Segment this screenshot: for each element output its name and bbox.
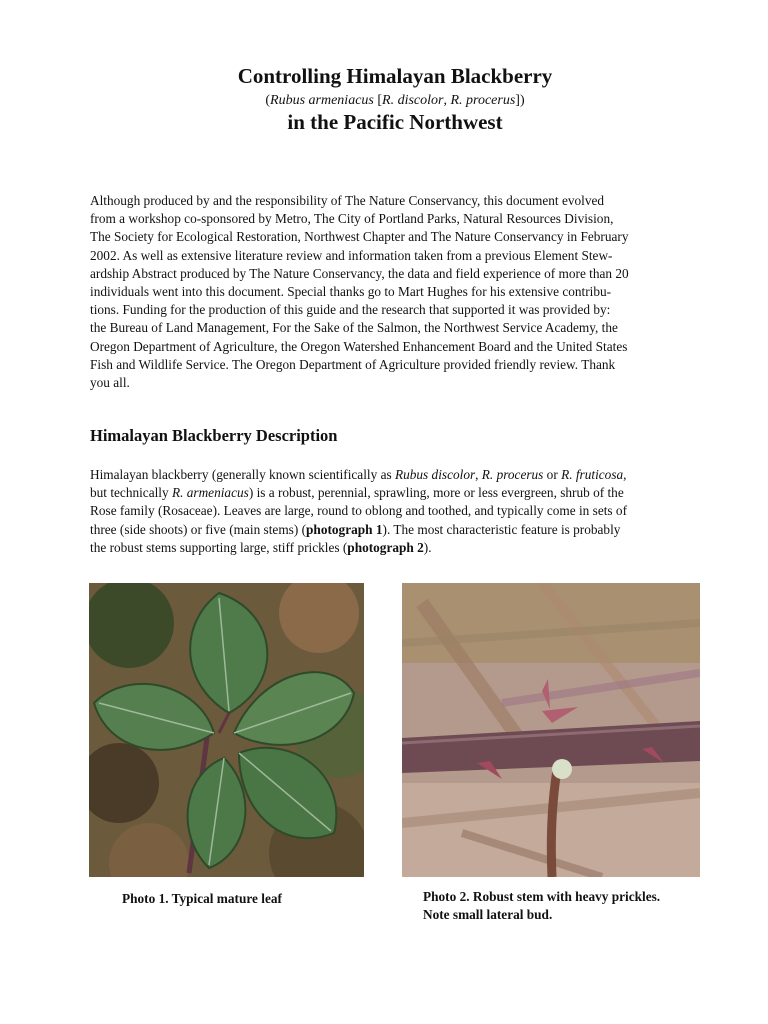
desc-line-5: [90, 539, 710, 557]
intro-line: Although produced by and the responsibility of The Nature Conservancy, this document evolved: [90, 193, 605, 208]
document-subtitle: [0, 93, 768, 109]
section-heading: Himalayan Blackberry Description: [90, 426, 338, 445]
subtitle-mid: [: [373, 93, 383, 108]
intro-line: the Bureau of Land Management, For the Sake of the Salmon, the Northwest Service Academy, the: [90, 320, 618, 336]
desc-text: ). The most characteristic feature is probably: [382, 521, 621, 537]
photo-1-caption: Photo 1. Typical mature leaf: [122, 891, 282, 906]
intro-line: individuals went into this document. Special thanks go to Mart Hughes for his extensive contribu-: [90, 284, 612, 300]
subtitle-close: ]): [515, 93, 525, 108]
subtitle-comma: ,: [443, 93, 451, 108]
subtitle-species: Rubus armeniacus: [270, 93, 374, 108]
intro-line: tions. Funding for the production of this guide and the research that supported it was provided by:: [90, 302, 611, 318]
intro-paragraph: [90, 192, 710, 392]
desc-italic: R. procerus: [481, 467, 544, 482]
desc-text: three (side shoots) or five (main stems) (: [90, 521, 307, 537]
subtitle-synonym-1: R. discolor: [382, 93, 444, 108]
intro-line: Oregon Department of Agriculture, the Oregon Watershed Enhancement Board and the United States: [90, 338, 628, 354]
desc-line-1: [90, 466, 710, 484]
desc-text: or: [543, 467, 562, 482]
desc-italic: R. fruticosa: [561, 467, 624, 482]
photo-2-caption-line-1: Photo 2. Robust stem with heavy prickles.: [423, 889, 661, 904]
subtitle-synonym-2: R. procerus: [450, 93, 516, 108]
description-paragraph: [90, 466, 710, 557]
desc-text: but technically: [90, 485, 172, 501]
desc-line-3: Rose family (Rosaceae). Leaves are large, round to oblong and toothed, and typically come in sets of: [90, 503, 628, 519]
desc-text: the robust stems supporting large, stiff prickles (: [90, 539, 348, 555]
leaf-photo-illustration: [89, 583, 364, 877]
photo-2-caption: [423, 888, 660, 924]
desc-line-4: [90, 521, 710, 539]
photo-2-caption-line-2: Note small lateral bud.: [423, 907, 553, 922]
desc-text: ,: [475, 467, 482, 482]
photo-stem: [402, 583, 700, 877]
desc-italic: R. armeniacus: [171, 485, 249, 501]
intro-line: from a workshop co-sponsored by Metro, The City of Portland Parks, Natural Resources Division,: [90, 211, 614, 227]
document-title: Controlling Himalayan Blackberry: [237, 64, 553, 88]
intro-line: Fish and Wildlife Service. The Oregon Department of Agriculture provided friendly review. Thank: [90, 356, 616, 372]
intro-line: 2002. As well as extensive literature review and information taken from a previous Element Stew-: [90, 247, 613, 263]
stem-photo-illustration: [402, 583, 700, 877]
photo-leaf: [89, 583, 364, 877]
desc-text: ).: [423, 539, 432, 555]
desc-line-2: [90, 484, 710, 502]
document-title-line-2: in the Pacific Northwest: [287, 110, 503, 134]
desc-text: ) is a robust, perennial, sprawling, more or less evergreen, shrub of the: [248, 485, 624, 501]
photograph-reference: photograph 1: [306, 521, 383, 537]
desc-text: ,: [623, 467, 627, 482]
subtitle-open: (: [265, 93, 271, 108]
intro-line: The Society for Ecological Restoration, Northwest Chapter and The Nature Conservancy in February: [90, 229, 629, 245]
photograph-reference: photograph 2: [347, 539, 424, 555]
desc-italic: Rubus discolor: [394, 467, 476, 482]
intro-line: ardship Abstract produced by The Nature Conservancy, the data and field experience of more than 20: [90, 265, 629, 281]
lateral-bud: [552, 759, 572, 779]
intro-line: you all.: [90, 375, 130, 391]
desc-text: Himalayan blackberry (generally known scientifically as: [90, 467, 395, 482]
